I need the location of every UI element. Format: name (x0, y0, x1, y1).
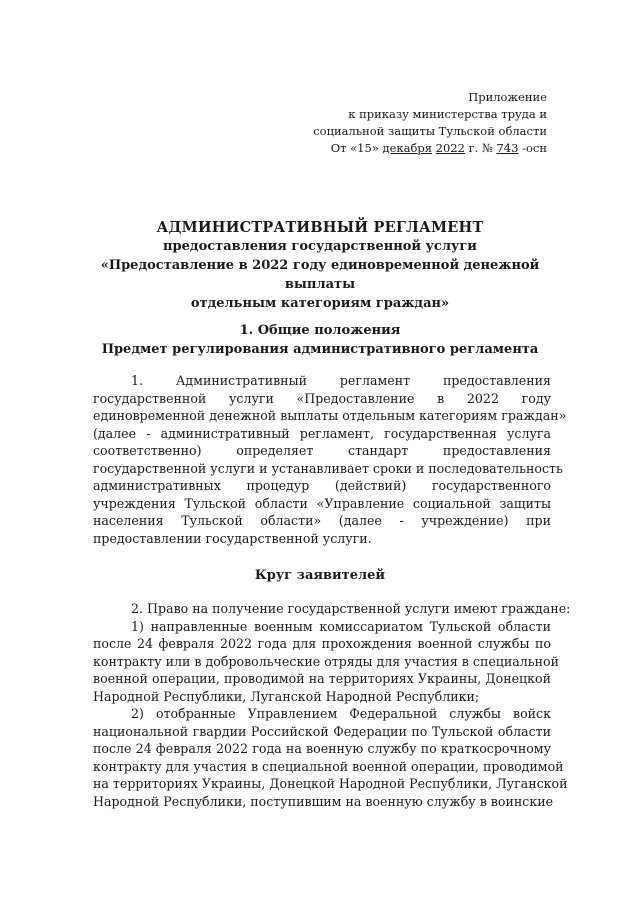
paragraph-line: 2) отобранные Управлением Федеральной службы войск (131, 706, 551, 721)
paragraph-line: военной операции, проводимой на территориях Украины, Донецкой (93, 671, 551, 686)
paragraph-line: предоставлении государственной услуги. (93, 530, 372, 546)
appendix-year: 2022 (435, 141, 465, 155)
appendix-number: 743 (496, 141, 519, 155)
paragraph-line: единовременной денежной выплаты отдельным категориям граждан» (93, 408, 567, 423)
paragraph-line: учреждения Тульской области «Управление социальной защиты (93, 495, 551, 511)
paragraph-1 (93, 372, 567, 547)
appendix-order-ref: к приказу министерства труда и (348, 107, 547, 121)
paragraph-line: населения Тульской области» (далее - учреждение) при (93, 513, 551, 528)
paragraph-line: контракту для участия в специальной военной операции, проводимой (93, 758, 564, 774)
section-heading-general: 1. Общие положения (239, 323, 401, 338)
title-main: АДМИНИСТРАТИВНЫЙ РЕГЛАМЕНТ (156, 219, 484, 236)
appendix-date-number (307, 140, 547, 157)
paragraph-2 (93, 600, 571, 810)
paragraph-line: соответственно) определяет стандарт предоставления (93, 443, 551, 458)
appendix-number-suffix: -осн (522, 141, 547, 155)
section-heading-subject: Предмет регулирования административного регламента (101, 342, 539, 357)
appendix-day: От «15» (330, 141, 379, 155)
appendix-ministry: социальной защиты Тульской области (313, 124, 547, 138)
paragraph-line: административных процедур (действий) государственного (93, 478, 551, 493)
paragraph-line: на территориях Украины, Донецкой Народной Республики, Луганской (93, 776, 568, 791)
title-subtitle-2: «Предоставление в 2022 году единовременной денежной выплаты (100, 258, 540, 292)
paragraph-line: 1. Административный регламент предоставления (131, 373, 551, 388)
paragraph-line: Народной Республики, поступившим на военную службу в воинские (93, 793, 554, 809)
appendix-month: декабря (382, 141, 432, 155)
appendix-number-label: г. № (468, 141, 493, 155)
paragraph-line: 2. Право на получение государственной услуги имеют граждане: (131, 601, 571, 616)
paragraph-line: 1) направленные военным комиссариатом Тульской области (131, 618, 551, 634)
paragraph-line: национальной гвардии Российской Федерации по Тульской области (93, 723, 551, 739)
paragraph-line: после 24 февраля 2022 года для прохождения военной службы по (93, 636, 551, 651)
paragraph-line: Народной Республики, Луганской Народной Республики; (93, 688, 480, 704)
paragraph-line: контракту или в добровольческие отряды для участия в специальной (93, 653, 560, 669)
section-heading-applicants: Круг заявителей (254, 568, 386, 583)
paragraph-line: (далее - административный регламент, государственная услуга (93, 425, 551, 441)
title-subtitle-3: отдельным категориям граждан» (190, 296, 450, 311)
paragraph-line: государственной услуги и устанавливает сроки и последовательность (93, 460, 563, 476)
appendix-label: Приложение (468, 90, 547, 104)
paragraph-line: после 24 февраля 2022 года на военную службу по краткосрочному (93, 741, 551, 756)
document-title (90, 218, 550, 313)
appendix-block (307, 89, 547, 157)
paragraph-line: государственной услуги «Предоставление в 2022 году (93, 390, 551, 406)
title-subtitle-1: предоставления государственной услуги (163, 239, 477, 254)
